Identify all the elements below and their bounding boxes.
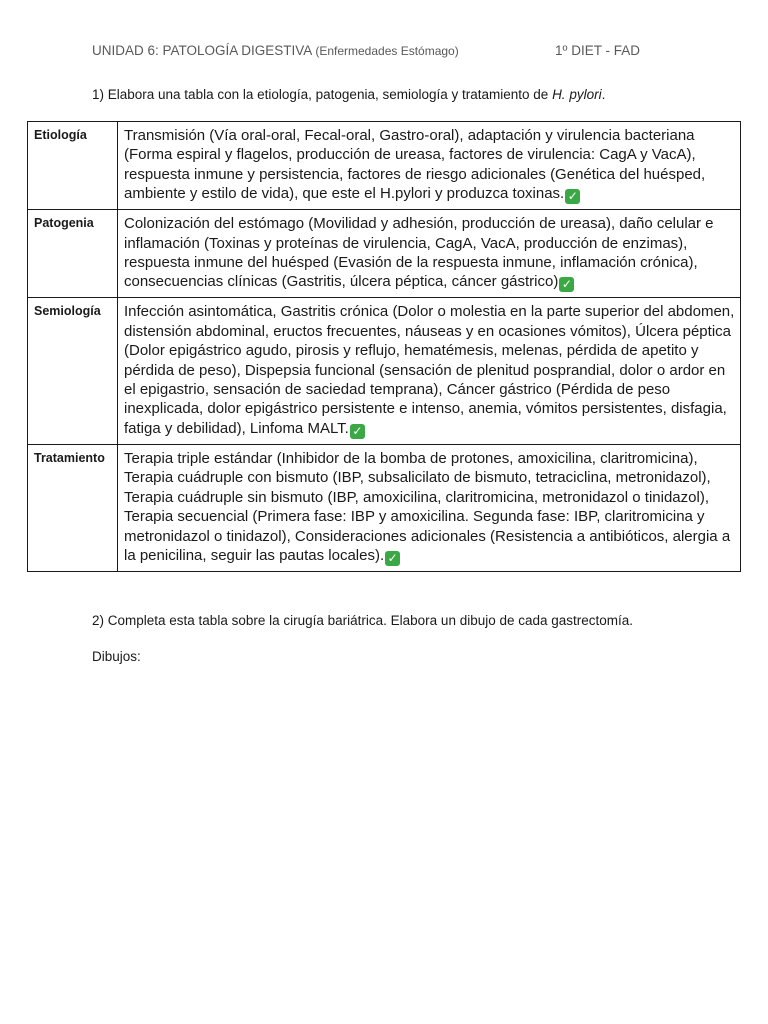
drawings-label: Dibujos: <box>92 649 141 664</box>
page-header <box>92 43 712 58</box>
row-label: Tratamiento <box>28 444 118 571</box>
row-label: Etiología <box>28 122 118 210</box>
question-2: 2) Completa esta tabla sobre la cirugía bariátrica. Elabora un dibujo de cada gastrectomía. <box>92 613 634 628</box>
question-1-text: 1) Elabora una tabla con la etiología, patogenia, semiología y tratamiento de <box>92 87 553 102</box>
unit-title: UNIDAD 6: PATOLOGÍA DIGESTIVA <box>92 43 312 58</box>
row-content <box>118 122 741 210</box>
table-row-semiologia <box>28 298 741 444</box>
row-content-text: Infección asintomática, Gastritis crónica (Dolor o molestia en la parte superior del abdomen, distensión abdominal, eructos frecuentes, náuseas y en ocasiones vómitos), Úlcera péptica (Dolor epigástrico agudo, pirosis y reflujo, hematémesis, melenas, pérdida de apetito y pérdida de peso), Dispepsia funcional (sensación de plenitud posprandial, dolor o ardor en el epigastrio, sensación de saciedad temprana), Cáncer gástrico (Pérdida de peso inexplicada, dolor epigástrico persistente e intenso, anemia, vómitos persistentes, disfagia, fatiga y debilidad), Linfoma MALT. <box>124 303 735 437</box>
check-mark-icon: ✓ <box>565 189 580 204</box>
row-label: Patogenia <box>28 210 118 298</box>
question-1-end: . <box>601 87 606 102</box>
table-row-tratamiento <box>28 444 741 571</box>
check-mark-icon: ✓ <box>559 277 574 292</box>
table-row-patogenia <box>28 210 741 298</box>
table-row-etiologia <box>28 122 741 210</box>
check-mark-icon: ✓ <box>385 551 400 566</box>
question-1 <box>92 87 605 102</box>
row-content <box>118 298 741 444</box>
row-content-text: Terapia triple estándar (Inhibidor de la bomba de protones, amoxicilina, claritromicina), Terapia cuádruple con bismuto (IBP, subsalicilato de bismuto, tetraciclina, metronidazol), Terapia cuádruple sin bismuto (IBP, amoxicilina, claritromicina, metronidazol o tinidazol), Terapia secuencial (Primera fase: IBP y amoxicilina. Segunda fase: IBP, claritromicina y metronidazol o tinidazol), Consideraciones adicionales (Resistencia a antibióticos, alergia a la penicilina, seguir las pautas locales). <box>124 449 731 564</box>
course-label: 1º DIET - FAD <box>555 43 640 58</box>
row-content-text: Colonización del estómago (Movilidad y adhesión, producción de ureasa), daño celular e inflamación (Toxinas y proteínas de virulencia, CagA, VacA, producción de enzimas), respuesta inmune del huésped (Evasión de la respuesta inmune, inflamación crónica), consecuencias clínicas (Gastritis, úlcera péptica, cáncer gástrico) <box>124 215 714 291</box>
row-content-text: Transmisión (Vía oral-oral, Fecal-oral, Gastro-oral), adaptación y virulencia bacteriana (Forma espiral y flagelos, producción de ureasa, factores de virulencia: CagA y VacA), respuesta inmune y persistencia, factores de riesgo adicionales (Genética del huésped, ambiente y estilo de vida), que este el H.pylori y produzca toxinas. <box>124 127 706 203</box>
h-pylori-table <box>27 121 741 572</box>
check-mark-icon: ✓ <box>350 424 365 439</box>
unit-subtitle: (Enfermedades Estómago) <box>315 44 459 58</box>
row-content <box>118 210 741 298</box>
question-1-italic: H. pylori <box>552 87 602 102</box>
row-label: Semiología <box>28 298 118 444</box>
row-content <box>118 444 741 571</box>
